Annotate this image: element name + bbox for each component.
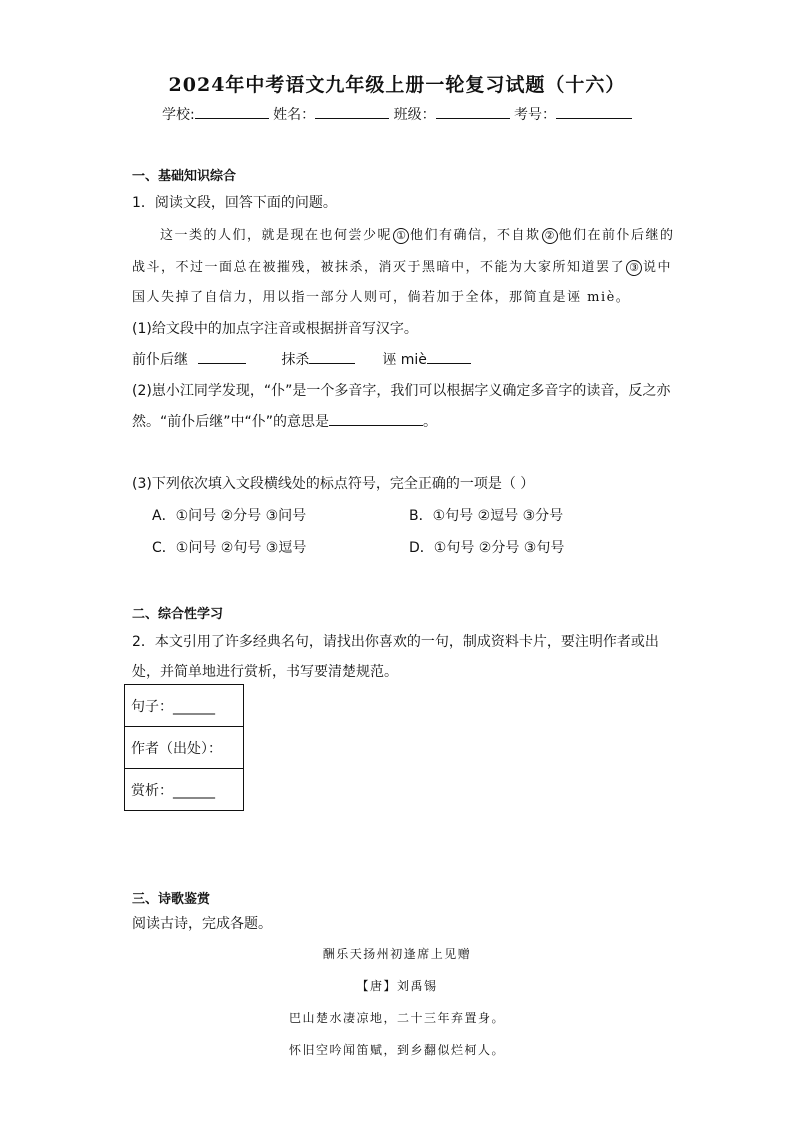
question1-stem: 1．阅读文段，回答下面的问题。 (132, 195, 337, 211)
page-title: 2024年中考语文九年级上册一轮复习试题（十六） (168, 74, 626, 96)
question2-line1: 2．本文引用了许多经典名句，请找出你喜欢的一句，制成资料卡片，要注明作者或出 (132, 634, 659, 650)
blank-mark-1: ① (393, 228, 409, 244)
name-blank[interactable] (315, 104, 389, 119)
passage-line-1 (160, 224, 675, 244)
blank-mark-2: ② (542, 228, 558, 244)
class-label: 班级： (393, 107, 436, 123)
resource-card (124, 684, 244, 811)
card-row-author[interactable]: 作者（出处）： (125, 727, 244, 769)
question2-line2: 处，并简单地进行赏析，书写要清楚规范。 (132, 664, 398, 680)
option-d[interactable]: D．①句号 ②分号 ③句号 (409, 540, 565, 556)
card-row-appreciation[interactable]: 赏析：______ (125, 769, 244, 811)
subquestion-2-line1: (2)崽小江同学发现，“仆”是一个多音字，我们可以根据字义确定多音字的读音，反之亦 (132, 383, 671, 399)
poem-author: 【唐】刘禹锡 (356, 979, 438, 993)
poem-title: 酬乐天扬州初逢席上见赠 (322, 947, 472, 961)
fill-blank-2[interactable] (309, 349, 355, 364)
poem-line-2: 怀旧空吟闻笛赋，到乡翻似烂柯人。 (288, 1043, 505, 1057)
passage-text: 战斗，不过一面总在被摧残，被抹杀，消灭于黑暗中，不能为大家所知道罢了 (132, 260, 626, 275)
passage-text: 他们在前仆后继的 (558, 228, 675, 243)
subquestion-2-text: 然。“前仆后继”中“仆”的意思是 (132, 414, 330, 430)
subquestion-1: (1)给文段中的加点字注音或根据拼音写汉字。 (132, 321, 418, 337)
student-info-line (0, 104, 794, 124)
school-blank[interactable] (195, 104, 269, 119)
option-b[interactable]: B．①句号 ②逗号 ③分号 (409, 508, 564, 524)
name-label: 姓名： (273, 107, 316, 123)
fill-blank-3[interactable] (427, 349, 471, 364)
meaning-blank[interactable] (329, 411, 423, 426)
option-c[interactable]: C．①问号 ②句号 ③逗号 (152, 540, 307, 556)
section3-heading: 三、诗歌鉴赏 (132, 892, 211, 907)
fill-row (132, 349, 471, 369)
number-label: 考号： (514, 107, 557, 123)
blank-mark-3: ③ (626, 260, 642, 276)
poem-line-1: 巴山楚水凄凉地，二十三年弃置身。 (288, 1011, 505, 1025)
passage-text: 说中 (643, 260, 673, 275)
subquestion-3: (3)下列依次填入文段横线处的标点符号，完全正确的一项是（ ） (132, 476, 535, 492)
subquestion-2-end: 。 (423, 414, 438, 430)
section2-heading: 二、综合性学习 (132, 607, 224, 622)
option-a[interactable]: A．①问号 ②分号 ③问号 (152, 508, 307, 524)
subquestion-2-line2 (132, 411, 437, 431)
section3-intro: 阅读古诗，完成各题。 (132, 916, 272, 932)
number-blank[interactable] (556, 104, 632, 119)
school-label: 学校: (161, 107, 195, 123)
passage-line-2 (132, 256, 672, 276)
section1-heading: 一、基础知识综合 (132, 169, 237, 184)
fill-label-2: 抹杀 (281, 352, 310, 368)
passage-text: 这一类的人们，就是现在也何尝少呢 (160, 228, 393, 243)
fill-label-1: 前仆后继 (132, 352, 188, 368)
passage-text: 他们有确信，不自欺 (410, 228, 541, 243)
fill-label-3: 诬 miè (382, 352, 427, 368)
passage-line-3: 国人失掉了自信力，用以指一部分人则可，倘若加于全体，那简直是诬 miè。 (132, 290, 631, 305)
card-row-sentence[interactable]: 句子：______ (125, 685, 244, 727)
class-blank[interactable] (436, 104, 510, 119)
fill-blank-1[interactable] (198, 349, 246, 364)
